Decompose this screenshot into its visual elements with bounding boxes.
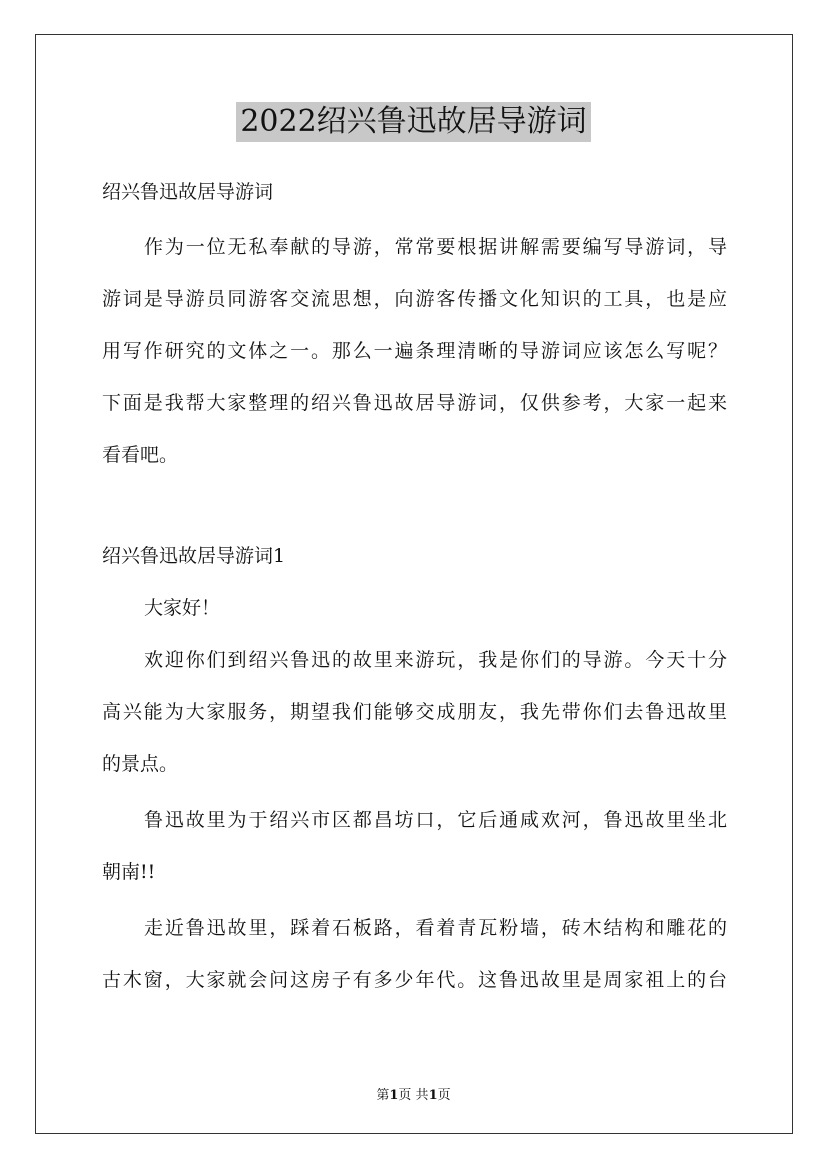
intro-line: 游词是导游员同游客交流思想，向游客传播文化知识的工具，也是应 — [102, 288, 727, 310]
paragraph-line: 欢迎你们到绍兴鲁迅的故里来游玩，我是你们的导游。今天十分 — [144, 649, 727, 671]
document-title: 2022绍兴鲁迅故居导游词 — [236, 102, 590, 142]
intro-line: 用写作研究的文体之一。那么一遍条理清晰的导游词应该怎么写呢？ — [102, 340, 727, 362]
footer-page-mid: 页 共 — [398, 1088, 429, 1103]
page-footer — [0, 1084, 827, 1103]
paragraph-line: 古木窗，大家就会问这房子有多少年代。这鲁迅故里是周家祖上的台 — [102, 969, 727, 991]
greeting-line: 大家好！ — [144, 597, 221, 619]
title-container — [0, 102, 827, 142]
paragraph-3 — [102, 912, 727, 1016]
document-body — [102, 176, 727, 1016]
footer-page-current: 1 — [389, 1088, 399, 1103]
paragraph-line: 的景点。 — [102, 753, 179, 775]
paragraph-line: 高兴能为大家服务，期望我们能够交成朋友，我先带你们去鲁迅故里 — [102, 701, 727, 723]
paragraph-2 — [102, 804, 727, 908]
intro-line: 下面是我帮大家整理的绍兴鲁迅故居导游词，仅供参考，大家一起来 — [102, 392, 727, 414]
paragraph-line: 鲁迅故里为于绍兴市区都昌坊口，它后通咸欢河，鲁迅故里坐北 — [144, 809, 727, 831]
intro-line: 看看吧。 — [102, 444, 179, 466]
section-heading: 绍兴鲁迅故居导游词1 — [102, 545, 286, 567]
intro-line: 作为一位无私奉献的导游，常常要根据讲解需要编写导游词，导 — [144, 236, 727, 258]
paragraph-line: 走近鲁迅故里，踩着石板路，看着青瓦粉墙，砖木结构和雕花的 — [144, 917, 727, 939]
document-subtitle: 绍兴鲁迅故居导游词 — [102, 181, 274, 203]
paragraph-line: 朝南!! — [102, 861, 156, 883]
footer-page-prefix: 第 — [376, 1088, 390, 1103]
paragraph-1 — [102, 644, 727, 800]
footer-page-suffix: 页 — [437, 1088, 451, 1103]
footer-page-total: 1 — [428, 1088, 438, 1103]
intro-paragraph — [102, 231, 727, 491]
